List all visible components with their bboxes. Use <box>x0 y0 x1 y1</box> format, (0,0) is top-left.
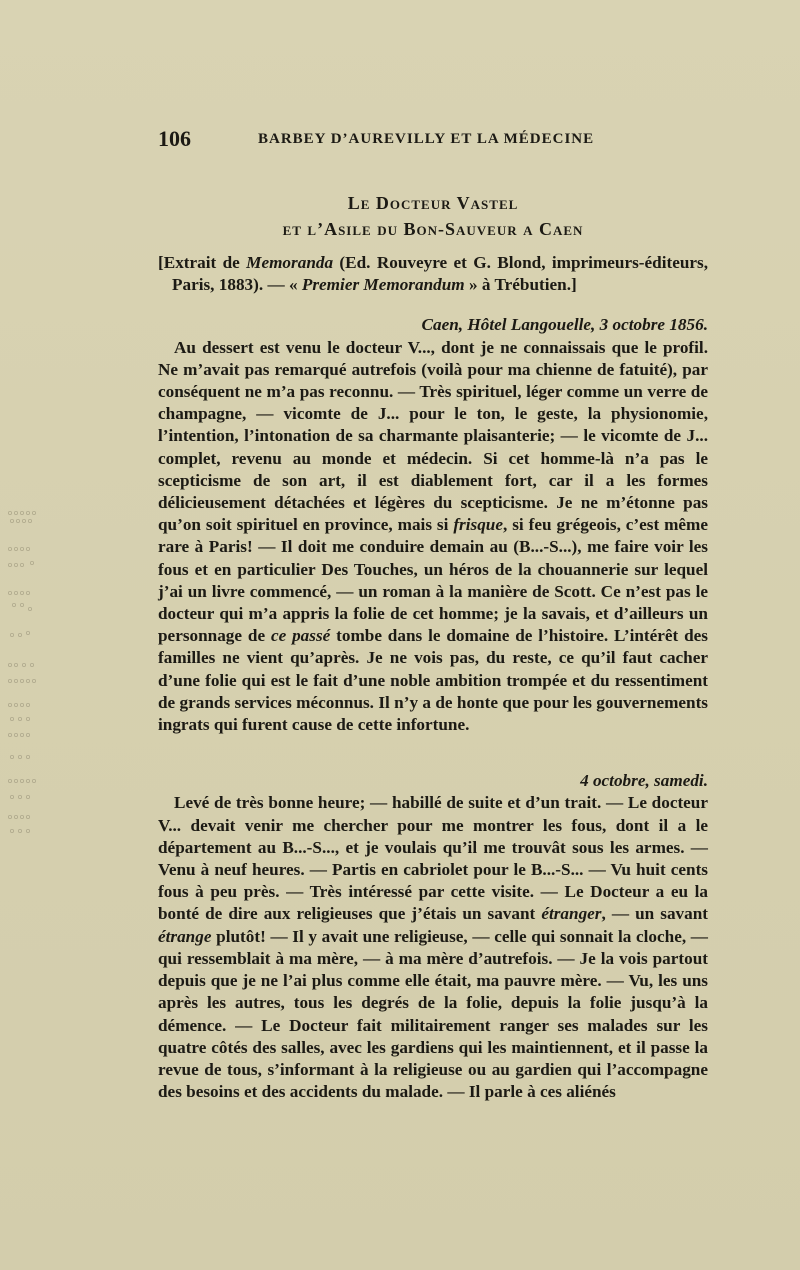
running-title: BARBEY D’AUREVILLY ET LA MÉDECINE <box>258 131 595 147</box>
paragraph-1-part-c: tombe dans le domaine de l’histoire. L’intérêt des familles ne vient qu’après. Je ne vois pas, du reste, ce qu’il faut cacher d’une folie qui est le fait d’une noble ambition trompée et du ressentiment de grands services méconnus. Il n’y a de honte que pour les gouvernements ingrats qui furent cause de cette infortune. <box>158 626 708 735</box>
dateline-2 <box>158 770 708 792</box>
extract-publisher: (Ed. Rouveyre et G. Blond, imprimeurs-éditeurs, Paris, 1883). — « <box>172 253 708 295</box>
paragraph-2-italic-b: étrange <box>158 926 212 946</box>
paragraph-2-part-c: plutôt! — Il y avait une religieuse, — celle qui sonnait la cloche, — qui ressemblait à ma mère, — à ma mère d’autrefois. — Je la vois partout depuis que je ne l’ai plus comme elle était, ma pauvre mère. — Vu, les uns après les autres, tous les degrés de la folie, depuis la folie jusqu’à la démence. — Le Docteur fait militairement ranger ses malades sur les quatre côtés des salles, avec les gardiens qui les maintiennent, et il passe la revue de tous, s’informant à la religieuse ou au gardien qui l’accompagne des besoins et des accidents du malade. — Il parle à ces aliénés <box>158 926 708 1102</box>
margin-dot-pattern <box>2 505 42 845</box>
title-line-1: Le Docteur Vastel <box>347 193 519 213</box>
dateline-2-date: 4 octobre, samedi. <box>580 771 708 791</box>
paragraph-1-italic-a: frisque <box>453 515 503 535</box>
dateline-1-date: 3 octobre 1856. <box>599 315 708 335</box>
dateline-1 <box>158 314 708 336</box>
extract-note <box>158 252 708 296</box>
title-line-2: et l’Asile du Bon-Sauveur a Caen <box>282 219 584 239</box>
chapter-title <box>158 190 708 242</box>
paragraph-2 <box>158 792 708 1103</box>
paragraph-1-part-a: Au dessert est venu le docteur V..., dont je ne connaissais que le profil. Ne m’avait pas remarqué autrefois (voilà pour ma chienne de fatuité), par conséquent ne m’a pas reconnu. — Très spirituel, léger comme un verre de champagne, — vicomte de J... pour le ton, le geste, la physionomie, l’intention, l’intonation de sa charmante plaisanterie; — le vicomte de J... complet, revenu au monde et médecin. Si cet homme-là n’a pas le scepticisme de son art, il est diablement fort, car il a les formes délicieusement détachées et légères du scepticisme. Je ne m’étonne pas qu’on soit spirituel en province, mais si <box>158 337 708 535</box>
paragraph-2-part-b: , — un savant <box>601 904 709 924</box>
body-text <box>158 252 708 1103</box>
dateline-1-place: Caen, Hôtel Langouelle, <box>421 315 596 335</box>
paragraph-1-italic-b: ce passé <box>270 626 331 646</box>
paragraph-2-italic-a: étranger <box>541 904 602 924</box>
page-header <box>158 126 718 156</box>
page-number: 106 <box>158 126 191 151</box>
extract-work-title: Memoranda <box>246 253 334 272</box>
paragraph-1 <box>158 337 708 737</box>
extract-open: [Extrait de <box>158 253 247 272</box>
paragraph-2-part-a: Levé de très bonne heure; — habillé de suite et d’un trait. — Le docteur V... devait venir me chercher pour me montrer les fous, dont il a le département au B...-S..., et je voulais qu’il me trouvât sous les armes. — Venu à neuf heures. — Partis en cabriolet pour le B...-S... — Vu huit cents fous à peu près. — Très intéressé par cette visite. — Le Docteur a eu la bonté de dire aux religieuses que j’étais un savant <box>158 793 708 924</box>
extract-close: » à Trébutien.] <box>464 275 577 295</box>
extract-part-title: Premier Memorandum <box>301 275 465 295</box>
paragraph-1-part-b: , si feu grégeois, c’est même rare à Paris! — Il doit me conduire demain au (B...-S...), me faire voir les fous et en particulier Des Touches, un héros de la chouannerie sur lequel j’ai un livre commencé, — un roman à la manière de Scott. Ce n’est pas le docteur qui m’a appris la folie de cet homme; je la savais, et d’ailleurs un personnage de <box>158 515 708 646</box>
